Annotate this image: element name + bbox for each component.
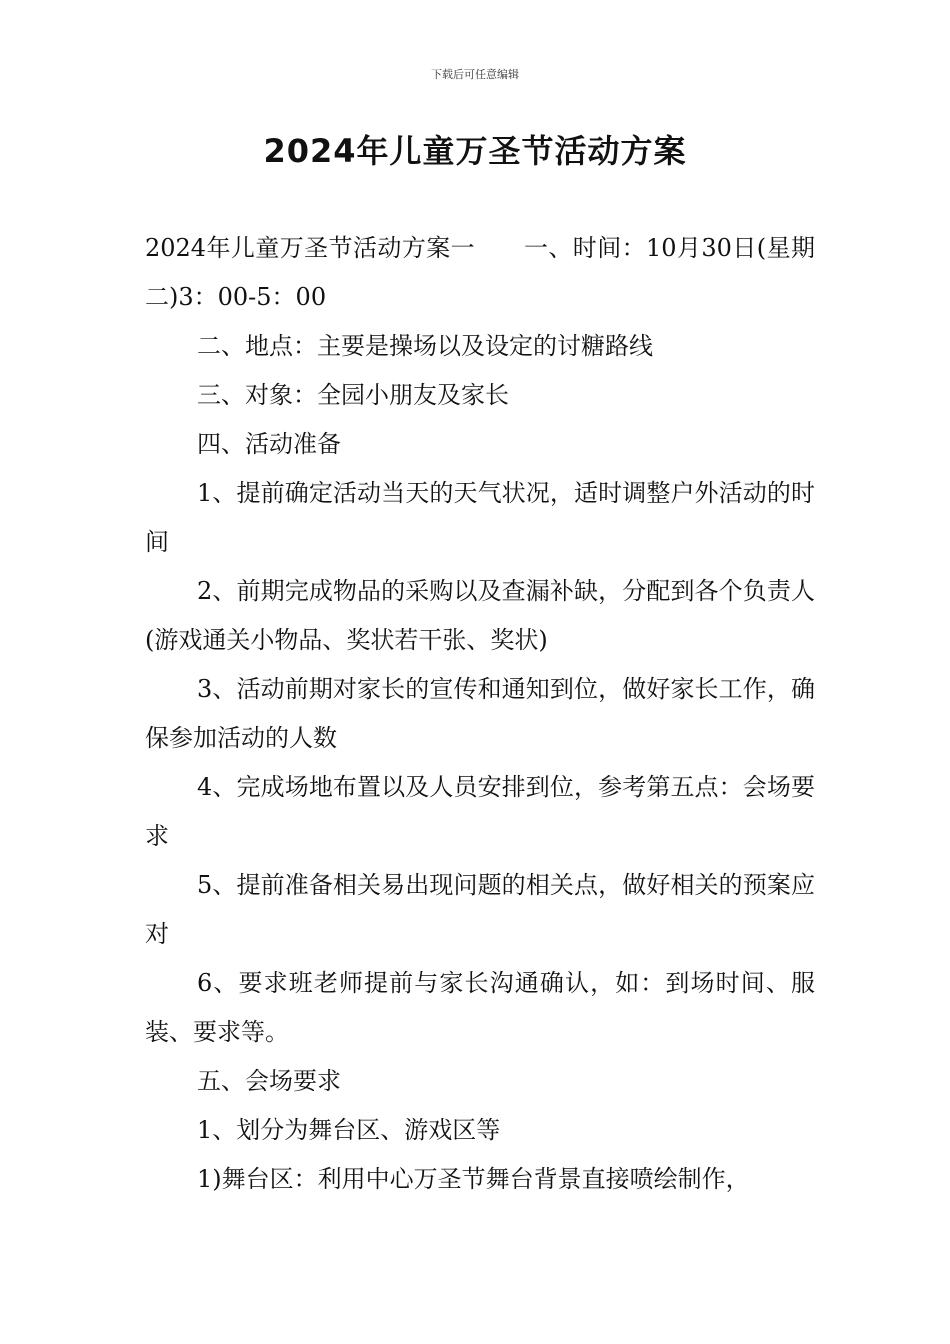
paragraph-prep-3: 3、活动前期对家长的宣传和通知到位，做好家长工作，确保参加活动的人数 bbox=[145, 675, 815, 752]
paragraph-prep-6: 6、要求班老师提前与家长沟通确认，如：到场时间、服装、要求等。 bbox=[145, 969, 815, 1046]
paragraph-prep-2: 2、前期完成物品的采购以及查漏补缺，分配到各个负责人(游戏通关小物品、奖状若干张、奖状) bbox=[145, 577, 815, 654]
paragraph-location: 二、地点：主要是操场以及设定的讨糖路线 bbox=[197, 332, 653, 360]
paragraph-intro-time: 2024年儿童万圣节活动方案一 一、时间：10月30日(星期二)3：00-5：00 bbox=[145, 234, 815, 311]
paragraph-venue-1-stage: 1)舞台区：利用中心万圣节舞台背景直接喷绘制作， bbox=[197, 1165, 750, 1193]
paragraph-audience: 三、对象：全园小朋友及家长 bbox=[197, 381, 509, 409]
header-note: 下载后可任意编辑 bbox=[431, 68, 519, 81]
paragraph-prep-1: 1、提前确定活动当天的天气状况，适时调整户外活动的时间 bbox=[145, 479, 815, 556]
paragraph-venue-1: 1、划分为舞台区、游戏区等 bbox=[197, 1116, 501, 1144]
document-title: 2024年儿童万圣节活动方案 bbox=[263, 132, 687, 170]
paragraph-venue-heading: 五、会场要求 bbox=[197, 1067, 341, 1095]
paragraph-prep-4: 4、完成场地布置以及人员安排到位，参考第五点：会场要求 bbox=[145, 773, 815, 850]
paragraph-prep-5: 5、提前准备相关易出现问题的相关点，做好相关的预案应对 bbox=[145, 871, 815, 948]
document-body bbox=[145, 224, 815, 1204]
paragraph-preparation-heading: 四、活动准备 bbox=[197, 430, 341, 458]
